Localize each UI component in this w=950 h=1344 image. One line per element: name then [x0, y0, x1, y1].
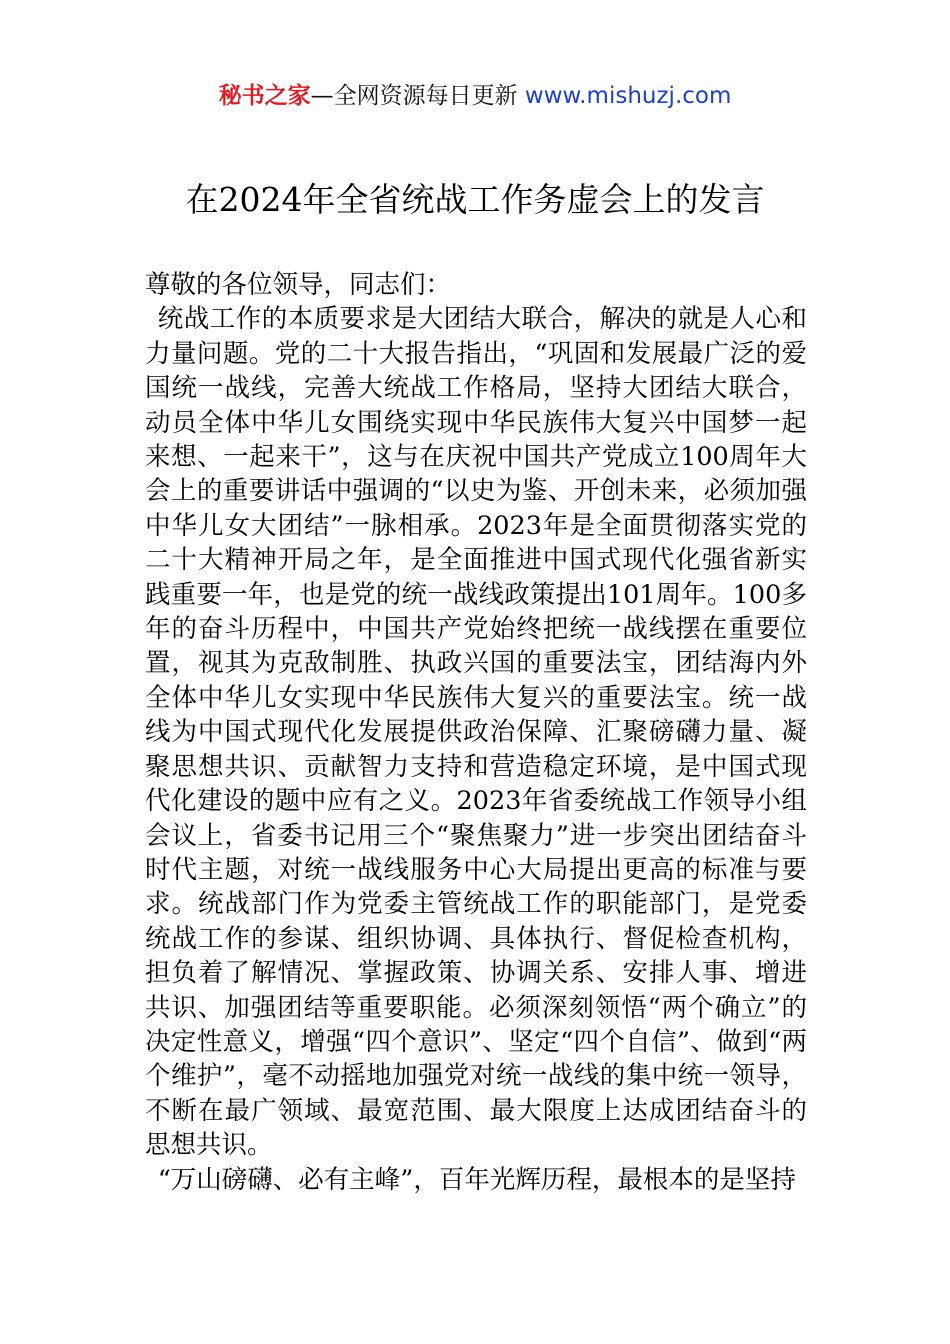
- document-title: 在2024年全省统战工作务虚会上的发言: [185, 180, 765, 219]
- brand-name: 秘书之家: [218, 83, 311, 109]
- site-url[interactable]: www.mishuzj.com: [524, 83, 732, 109]
- site-banner: [0, 80, 950, 112]
- salutation: 尊敬的各位领导，同志们：: [145, 270, 452, 300]
- paragraph-1: 统战工作的本质要求是大团结大联合，解决的就是人心和力量问题。党的二十大报告指出，“巩固和发展最广泛的爱国统一战线，完善大统战工作格局，坚持大团结大联合，动员全体中华儿女围绕实现中华民族伟大复兴中国梦一起来想、一起来干”，这与在庆祝中国共产党成立100周年大会上的重要讲话中强调的“以史为鉴、开创未来，必须加强中华儿女大团结”一脉相承。2023年是全面贯彻落实党的二十大精神开局之年，是全面推进中国式现代化强省新实践重要一年，也是党的统一战线政策提出101周年。100多年的奋斗历程中，中国共产党始终把统一战线摆在重要位置，视其为克敌制胜、执政兴国的重要法宝，团结海内外全体中华儿女实现中华民族伟大复兴的重要法宝。统一战线为中国式现代化发展提供政治保障、汇聚磅礴力量、凝聚思想共识、贡献智力支持和营造稳定环境，是中国式现代化建设的题中应有之义。2023年省委统战工作领导小组会议上，省委书记用三个“聚焦聚力”进一步突出团结奋斗时代主题，对统一战线服务中心大局提出更高的标准与要求。统战部门作为党委主管统战工作的职能部门，是党委统战工作的参谋、组织协调、具体执行、督促检查机构，担负着了解情况、掌握政策、协调关系、安排人事、增进共识、加强团结等重要职能。必须深刻领悟“两个确立”的决定性意义，增强“四个意识”、坚定“四个自信”、做到“两个维护”，毫不动摇地加强党对统一战线的集中统一领导，不断在最广领域、最宽范围、最大限度上达成团结奋斗的思想共识。: [145, 304, 807, 1161]
- brand-tagline: —全网资源每日更新: [310, 83, 518, 109]
- paragraph-2: “万山磅礴、必有主峰”，百年光辉历程，最根本的是坚持: [157, 1164, 796, 1195]
- document-body: [145, 268, 807, 1197]
